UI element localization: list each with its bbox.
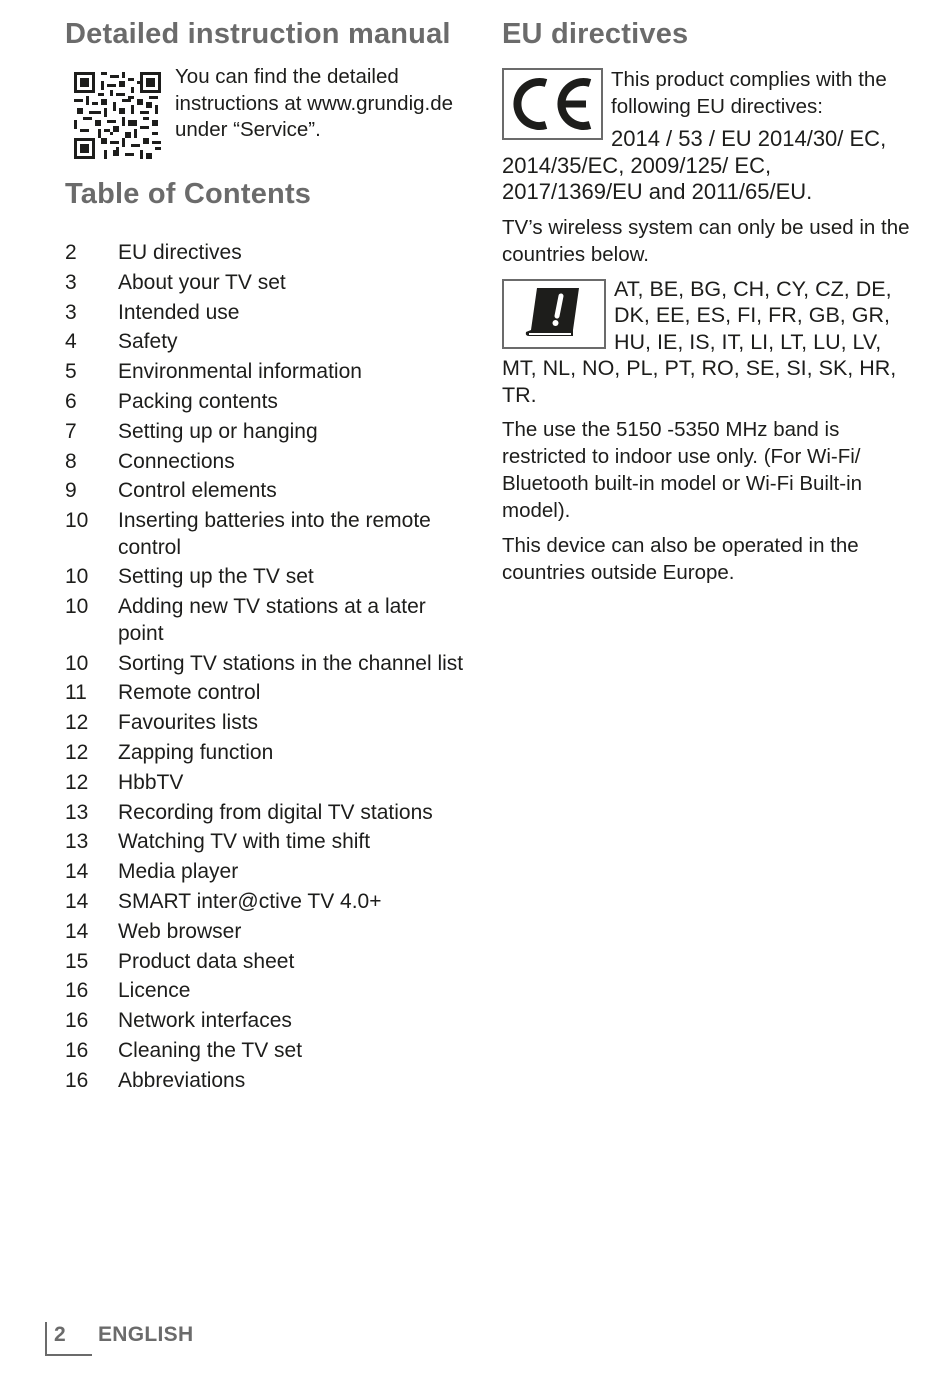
toc-item[interactable]: [65, 829, 475, 856]
toc-page: 16: [65, 979, 89, 1003]
toc-page: 12: [65, 740, 89, 764]
toc-item[interactable]: [65, 508, 475, 561]
toc-item[interactable]: [65, 919, 475, 946]
eu-heading: EU directives: [502, 18, 689, 50]
toc-page: 16: [65, 1068, 89, 1092]
toc-page: 14: [65, 889, 89, 913]
directives-list: 2014 / 53 / EU 2014/30/ EC, 2014/35/EC, 2009/125/ EC, 2017/1369/EU and 2011/65/EU.: [502, 126, 887, 204]
toc-item[interactable]: [65, 710, 475, 737]
toc-label: Product data sheet: [118, 949, 295, 973]
countries-section: [502, 276, 912, 409]
toc-item[interactable]: [65, 564, 475, 591]
toc-page: 7: [65, 419, 77, 443]
toc-label: Adding new TV stations at a later point: [118, 595, 426, 645]
toc-page: 10: [65, 509, 89, 533]
toc-label: Recording from digital TV stations: [118, 800, 433, 824]
toc-page: 9: [65, 479, 77, 503]
qr-code-icon: [74, 72, 161, 159]
toc-item[interactable]: [65, 240, 475, 267]
countries-list: AT, BE, BG, CH, CY, CZ, DE, DK, EE, ES, FI, FR, GB, GR, HU, IE, IS, IT, LI, LT, LU, LV, MT, NL, NO, PL, PT, RO, SE, SI, SK, HR, TR.: [502, 276, 897, 407]
toc-item[interactable]: [65, 300, 475, 327]
toc-label: Media player: [118, 860, 239, 884]
toc-page: 4: [65, 330, 77, 354]
toc-page: 16: [65, 1038, 89, 1062]
toc-item[interactable]: [65, 1038, 475, 1065]
toc-page: 15: [65, 949, 89, 973]
manual-text: You can find the detailed instructions at www.grundig.de under “Service”.: [175, 65, 454, 141]
warning-book-icon: [502, 279, 606, 349]
toc-item[interactable]: [65, 651, 475, 678]
left-column: [65, 14, 475, 1098]
toc-label: HbbTV: [118, 770, 184, 794]
toc-label: Control elements: [118, 479, 277, 503]
toc-label: Zapping function: [118, 740, 274, 764]
toc-page: 8: [65, 449, 77, 473]
band-note: The use the 5150 -5350 MHz band is restricted to indoor use only. (For Wi-Fi/ Bluetooth built-in model or Wi-Fi Built-in model).: [502, 418, 863, 522]
toc-label: SMART inter@ctive TV 4.0+: [118, 889, 382, 913]
toc-label: Inserting batteries into the remote control: [118, 509, 431, 559]
toc-label: About your TV set: [118, 270, 286, 294]
toc-item[interactable]: [65, 949, 475, 976]
toc-label: Sorting TV stations in the channel list: [118, 651, 464, 675]
toc-page: 13: [65, 830, 89, 854]
toc-page: 3: [65, 270, 77, 294]
toc-page: 12: [65, 770, 89, 794]
toc-item[interactable]: [65, 680, 475, 707]
toc-page: 11: [65, 681, 87, 705]
right-column: [502, 14, 912, 586]
toc-item[interactable]: [65, 770, 475, 797]
toc-page: 16: [65, 1009, 89, 1033]
page-number: 2: [54, 1323, 66, 1346]
ce-mark-icon: [502, 68, 603, 140]
toc-label: Remote control: [118, 681, 261, 705]
toc-list: [65, 240, 475, 1094]
toc-item[interactable]: [65, 594, 475, 647]
toc-page: 13: [65, 800, 89, 824]
toc-item[interactable]: [65, 449, 475, 476]
toc-item[interactable]: [65, 800, 475, 827]
toc-label: Web browser: [118, 919, 242, 943]
toc-label: Setting up the TV set: [118, 565, 314, 589]
footer-language: ENGLISH: [98, 1323, 194, 1346]
wireless-intro: TV’s wireless system can only be used in the countries below.: [502, 215, 910, 266]
outside-note: This device can also be operated in the countries outside Europe.: [502, 534, 859, 584]
toc-label: Favourites lists: [118, 711, 259, 735]
toc-label: Safety: [118, 330, 178, 354]
toc-label: Cleaning the TV set: [118, 1038, 303, 1062]
toc-item[interactable]: [65, 359, 475, 386]
toc-page: 10: [65, 595, 89, 619]
manual-block: [65, 64, 475, 174]
toc-page: 6: [65, 389, 77, 413]
toc-label: Connections: [118, 449, 235, 473]
toc-label: EU directives: [118, 241, 242, 264]
toc-item[interactable]: [65, 1068, 475, 1095]
toc-page: 10: [65, 565, 89, 589]
toc-item[interactable]: [65, 1008, 475, 1035]
toc-item[interactable]: [65, 329, 475, 356]
toc-item[interactable]: [65, 978, 475, 1005]
complies-text: This product complies with the following EU directives:: [611, 68, 887, 118]
toc-page: 5: [65, 360, 77, 384]
toc-page: 10: [65, 651, 89, 675]
toc-label: Setting up or hanging: [118, 419, 318, 443]
toc-item[interactable]: [65, 478, 475, 505]
toc-label: Network interfaces: [118, 1009, 292, 1033]
ce-section: [502, 66, 912, 206]
toc-item[interactable]: [65, 419, 475, 446]
toc-label: Environmental information: [118, 360, 362, 384]
toc-label: Packing contents: [118, 389, 278, 413]
toc-label: Licence: [118, 979, 191, 1003]
toc-label: Abbreviations: [118, 1068, 246, 1092]
manual-heading: Detailed instruction manual: [65, 18, 451, 50]
toc-heading: Table of Contents: [65, 178, 312, 210]
toc-page: 14: [65, 919, 89, 943]
toc-item[interactable]: [65, 270, 475, 297]
toc-page: 12: [65, 711, 89, 735]
toc-label: Intended use: [118, 300, 240, 324]
toc-item[interactable]: [65, 740, 475, 767]
toc-item[interactable]: [65, 389, 475, 416]
footer-bracket: [45, 1322, 92, 1356]
toc-page: 2: [65, 241, 77, 264]
toc-item[interactable]: [65, 859, 475, 886]
toc-page: 3: [65, 300, 77, 324]
toc-item[interactable]: [65, 889, 475, 916]
toc-label: Watching TV with time shift: [118, 830, 371, 854]
toc-page: 14: [65, 860, 89, 884]
